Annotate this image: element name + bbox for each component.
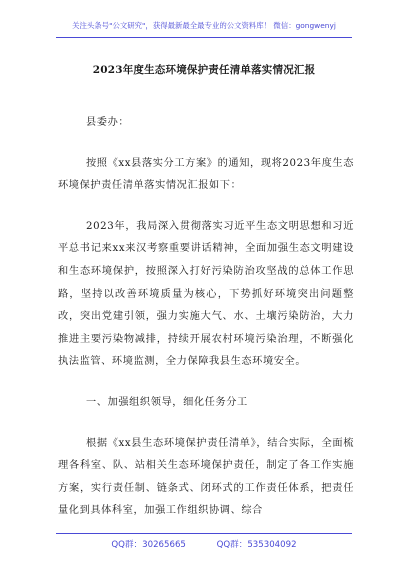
footer-qq-group-1: QQ群：30265665 — [111, 540, 186, 550]
paragraph-section-1: 根据《xx县生态环境保护责任清单》，结合实际，全面梳理各科室、队、站相关生态环境保护责任，制定了各工作实施方案，实行责任制、链条式、闭环式的工作责任体系，把责任量化到具体科室，加强工作组织协调、综合 — [58, 437, 354, 517]
footer-qq-group-2: QQ群：535304092 — [216, 540, 297, 550]
header-banner: 关注头条号"公文研究"，获得最新最全最专业的公文资料库！ 微信：gongwenyj — [72, 21, 336, 30]
footer-divider — [56, 533, 352, 534]
footer — [0, 538, 408, 550]
document-body — [58, 112, 354, 541]
section-heading-1: 一、加强组织领导，细化任务分工 — [86, 396, 248, 408]
document-title: 2023年度生态环境保护责任清单落实情况汇报 — [92, 64, 316, 76]
paragraph-intro: 按照《xx县落实分工方案》的通知，现将2023年度生态环境保护责任清单落实情况汇报如下： — [58, 157, 354, 192]
salutation: 县委办： — [86, 117, 130, 128]
paragraph-overview: 2023年，我局深入贯彻落实习近平生态文明思想和习近平总书记来xx来汉考察重要讲话精神，全面加强生态文明建设和生态环境保护，按照深入打好污染防治攻坚战的总体工作思路，坚持以改善环境质量为核心，下势抓好环境突出问题整改，突出党建引领，强力实施大气、水、土壤污染防治，大力推进主要污染物减排，持续开展农村环境污染治理，不断强化执法监管、环境监测，全力保障我县生态环境安全。 — [58, 220, 354, 368]
header-divider — [56, 37, 352, 38]
